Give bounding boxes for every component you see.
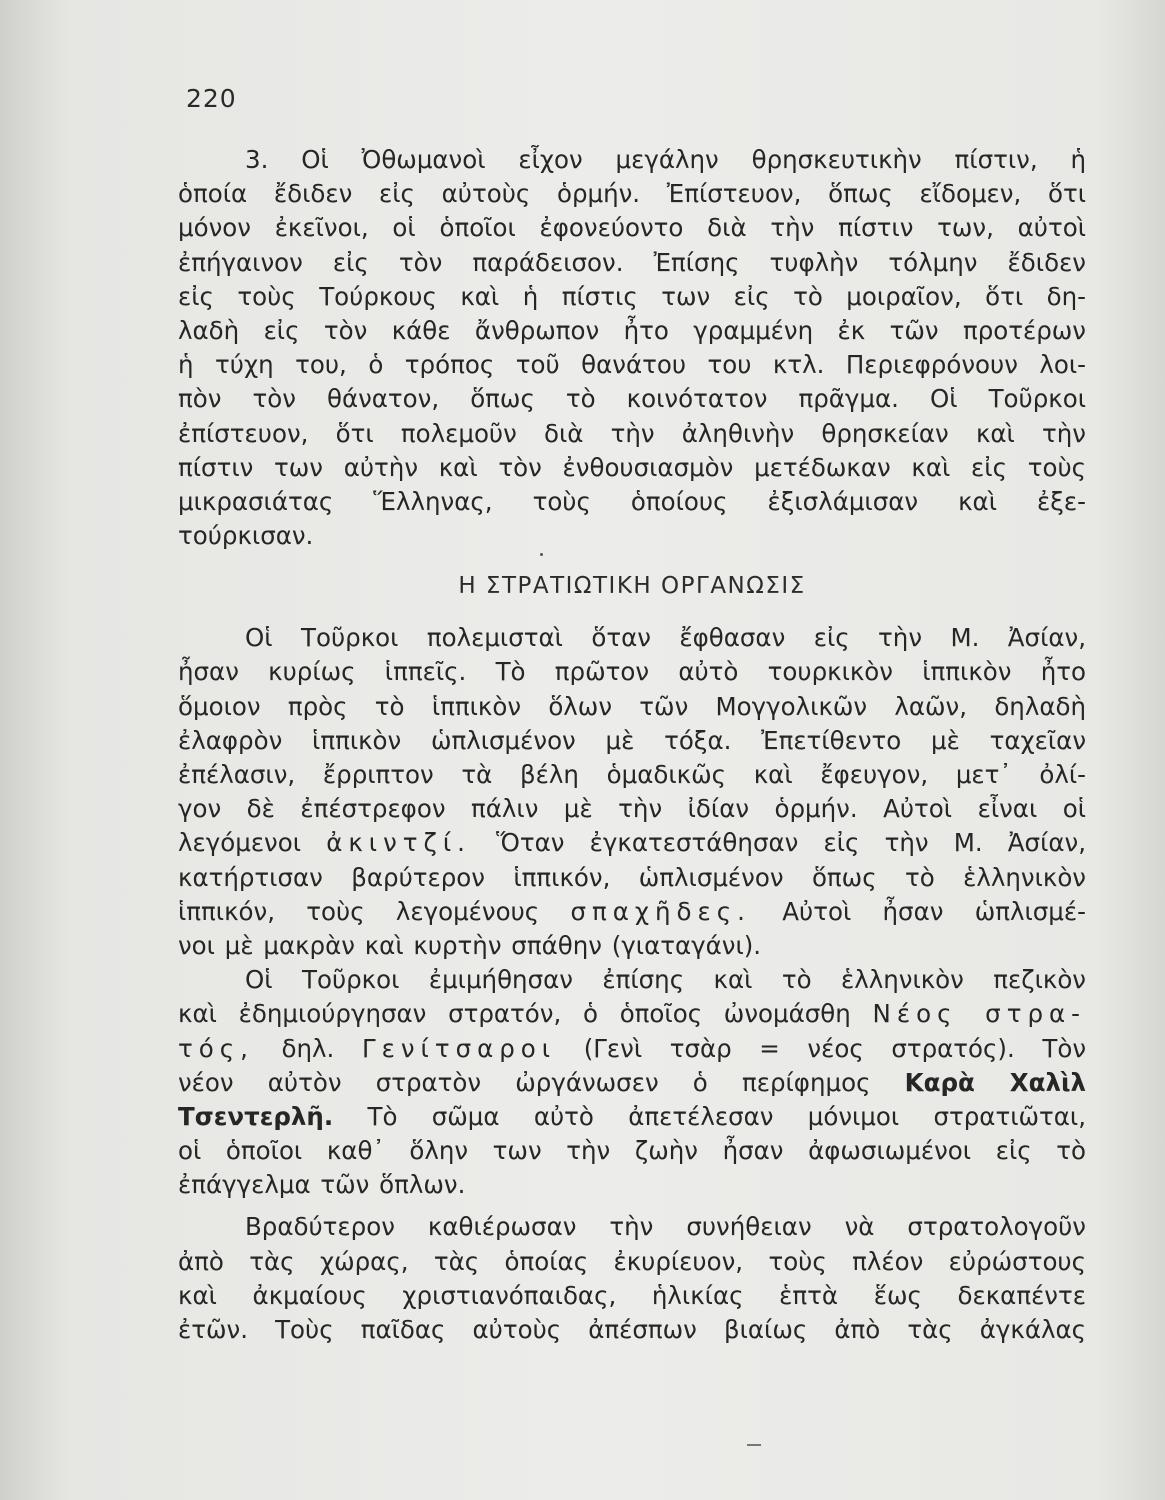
text-line: μόνον ἐκεῖνοι, οἱ ὁποῖοι ἐφονεύοντο διὰ τὴν πίστιν των, αὐτοὶ	[178, 213, 1086, 243]
paragraph-ottoman-faith	[178, 143, 1086, 553]
text-line: ἐπήγαινον εἰς τὸν παράδεισον. Ἐπίσης τυφλὴν τόλμην ἔδιδεν	[178, 247, 1086, 277]
text-fragment: Τὸ σῶμα αὐτὸ ἀπετέλεσαν μόνιμοι στρατιῶται,	[367, 1101, 1086, 1131]
text-fragment: ἱππικόν, τοὺς λεγομένους	[178, 896, 540, 926]
text-line: ἀπὸ τὰς χώρας, τὰς ὁποίας ἐκυρίευον, τοὺς πλέον εὐρώστους	[178, 1246, 1086, 1276]
text-line	[178, 1100, 1086, 1134]
text-line: ἐτῶν. Τοὺς παῖδας αὐτοὺς ἀπέσπων βιαίως ἀπὸ τὰς ἀγκάλας	[178, 1315, 1086, 1344]
bold-name-tsenterli: Τσεντερλῆ.	[178, 1101, 334, 1131]
text-line: λαδὴ εἰς τὸν κάθε ἄνθρωπον ἦτο γραμμένη ἐκ τῶν προτέρων	[178, 315, 1086, 345]
text-line: τούρκισαν.	[178, 521, 314, 551]
text-line	[178, 895, 1086, 929]
text-line: ἐπέλασιν, ἔρριπτον τὰ βέλη ὁμαδικῶς καὶ ἔφευγον, μετ᾽ ὀλί-	[178, 760, 1086, 789]
text-fragment: καὶ ἐδημιούργησαν στρατόν, ὁ ὁποῖος ὠνομάσθη	[178, 999, 851, 1029]
text-line: οἱ ὁποῖοι καθ᾽ ὅλην των τὴν ζωὴν ἦσαν ἀφωσιωμένοι εἰς τὸ	[178, 1136, 1086, 1166]
text-line: ἐπίστευον, ὅτι πολεμοῦν διὰ τὴν ἀληθινὴν θρησκείαν καὶ τὴν	[178, 418, 1086, 448]
text-line	[178, 1066, 1086, 1100]
paragraph-gap	[178, 1202, 1086, 1210]
section-heading: Η ΣΤΡΑΤΙΩΤΙΚΗ ΟΡΓΑΝΩΣΙΣ	[458, 573, 806, 600]
print-mark	[747, 1444, 761, 1446]
text-fragment: λεγόμενοι	[178, 828, 302, 858]
text-line	[178, 1032, 1086, 1066]
text-line: ἡ τύχη του, ὁ τρόπος τοῦ θανάτου του κτλ. Περιεφρόνουν λοι-	[178, 350, 1086, 380]
text-line: πὸν τὸν θάνατον, ὅπως τὸ κοινότατον πρᾶγμα. Οἱ Τοῦρκοι	[178, 384, 1086, 414]
text-line: Βραδύτερον καθιέρωσαν τὴν συνήθειαν νὰ στρατολογοῦν	[245, 1212, 1086, 1242]
paragraph-cavalry	[178, 621, 1086, 963]
text-line: ἐπάγγελμα τῶν ὅπλων.	[178, 1170, 466, 1200]
spaced-term-spahides: σπαχῆδες.	[570, 896, 751, 926]
text-fragment: Αὐτοὶ ἦσαν ὡπλισμέ-	[782, 896, 1086, 926]
text-fragment: (Γενὶ τσὰρ = νέος στρατός). Τὸν	[583, 1033, 1087, 1063]
text-line: γον δὲ ἐπέστρεφον πάλιν μὲ τὴν ἰδίαν ὁρμήν. Αὐτοὶ εἶναι οἱ	[178, 794, 1086, 824]
text-line: νοι μὲ μακρὰν καὶ κυρτὴν σπάθην (γιαταγάνι).	[178, 930, 762, 960]
text-line: πίστιν των αὐτὴν καὶ τὸν ἐνθουσιασμὸν μετέδωκαν καὶ εἰς τοὺς	[178, 452, 1086, 482]
spaced-term-akintzi: ἀκιντζί.	[326, 828, 471, 858]
paragraph-devshirme	[178, 1210, 1086, 1347]
paragraph-janissaries	[178, 963, 1086, 1202]
text-line	[178, 997, 1086, 1031]
bold-name-kara-halil: Καρὰ Χαλὶλ	[904, 1067, 1086, 1097]
text-line: ἦσαν κυρίως ἱππεῖς. Τὸ πρῶτον αὐτὸ τουρκικὸν ἱππικὸν ἦτο	[178, 657, 1086, 687]
text-line: μικρασιάτας Ἕλληνας, τοὺς ὁποίους ἐξισλάμισαν καὶ ἐξε-	[178, 486, 1086, 516]
text-line: Οἱ Τοῦρκοι πολεμισταὶ ὅταν ἔφθασαν εἰς τὴν Μ. Ἀσίαν,	[245, 623, 1086, 653]
spaced-term-genitsaroi: Γενίτσαροι	[361, 1033, 557, 1063]
spaced-term-tos: τός,	[178, 1033, 254, 1063]
text-line	[178, 826, 1086, 860]
text-line: καὶ ἀκμαίους χριστιανόπαιδας, ἡλικίας ἑπτὰ ἕως δεκαπέντε	[178, 1280, 1086, 1310]
text-line: Οἱ Τοῦρκοι ἐμιμήθησαν ἐπίσης καὶ τὸ ἑλληνικὸν πεζικὸν	[245, 965, 1086, 995]
print-speck	[540, 553, 543, 556]
text-line: ἐλαφρὸν ἱππικὸν ὡπλισμένον μὲ τόξα. Ἐπετίθεντο μὲ ταχεῖαν	[178, 725, 1086, 755]
spaced-term-neos-stratos: Νέος στρα-	[872, 999, 1086, 1029]
text-line: 3. Οἱ Ὀθωμανοὶ εἶχον μεγάλην θρησκευτικὴν πίστιν, ἡ	[245, 145, 1086, 174]
body-text	[178, 143, 1086, 1347]
text-fragment: Ὅταν ἐγκατεστάθησαν εἰς τὴν Μ. Ἀσίαν,	[496, 828, 1087, 858]
text-line: ὁποία ἔδιδεν εἰς αὐτοὺς ὁρμήν. Ἐπίστευον, ὅπως εἴδομεν, ὅτι	[178, 179, 1086, 209]
page-number: 220	[186, 84, 237, 113]
text-fragment: δηλ.	[281, 1033, 335, 1063]
text-line: ὅμοιον πρὸς τὸ ἱππικὸν ὅλων τῶν Μογγολικῶν λαῶν, δηλαδὴ	[178, 691, 1086, 721]
text-fragment: νέον αὐτὸν στρατὸν ὠργάνωσεν ὁ περίφημος	[178, 1067, 871, 1097]
text-line: κατήρτισαν βαρύτερον ἱππικόν, ὡπλισμένον ὅπως τὸ ἑλληνικὸν	[178, 862, 1086, 892]
text-line: εἰς τοὺς Τούρκους καὶ ἡ πίστις των εἰς τὸ μοιραῖον, ὅτι δη-	[178, 281, 1086, 311]
